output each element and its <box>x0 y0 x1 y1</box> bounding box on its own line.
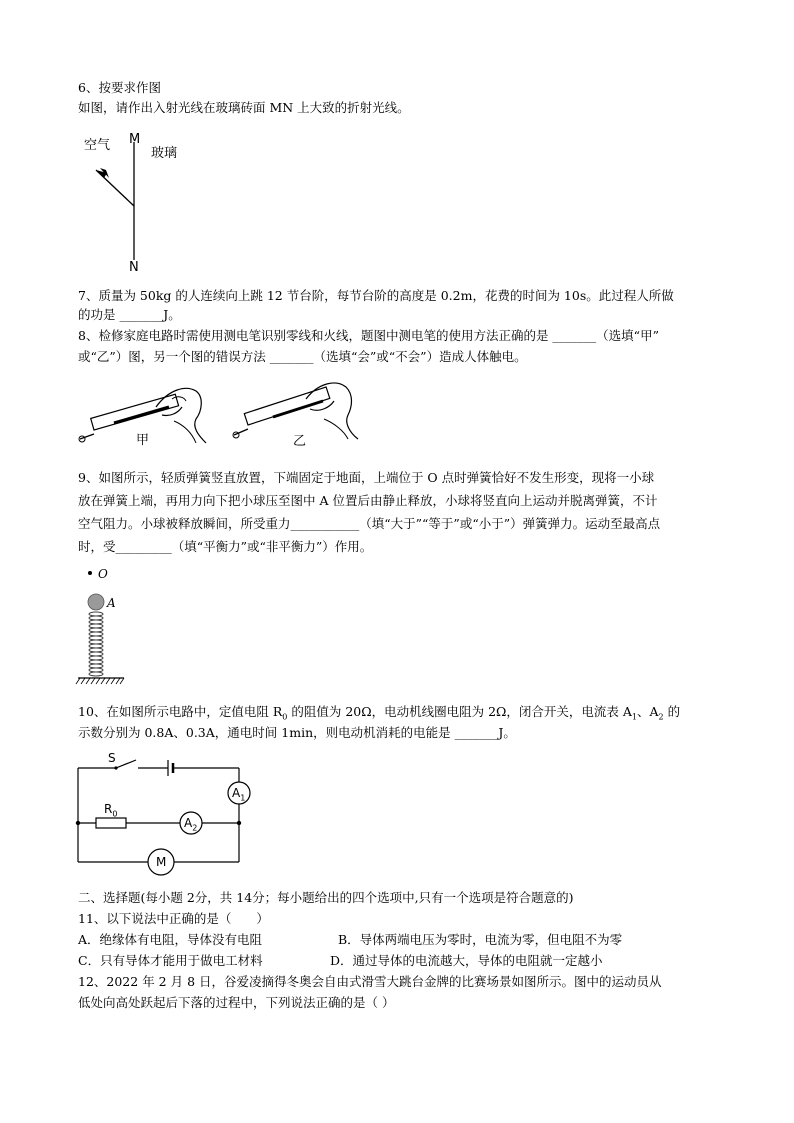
point-o-dot <box>88 571 92 575</box>
label-m: M <box>129 132 141 147</box>
label-a1: $A_1$ <box>232 786 246 803</box>
section2-heading: 二、选择题(每小题 2分，共 14分；每小题给出的四个选项中,只有一个选项是符合题意的) <box>78 890 574 905</box>
q11-option-d: D．通过导体的电流越大，导体的电阻就一定越小 <box>330 953 603 968</box>
q9-line3: 空气阻力。小球被释放瞬间，所受重力___________（填“大于”“等于”或“小于”）弹簧弹力。运动至最高点 <box>78 516 661 531</box>
label-a: A <box>107 596 116 610</box>
junction-right <box>237 821 241 825</box>
label-glass: 玻璃 <box>151 146 178 161</box>
ball <box>88 594 104 610</box>
spring-coils <box>89 612 103 676</box>
label-o: O <box>98 567 108 581</box>
switch-blade <box>116 760 136 768</box>
q6-heading: 6、按要求作图 <box>78 80 161 95</box>
q11-option-c: C．只有导体才能用于做电工材料 <box>78 953 263 968</box>
q10-line2: 示数分别为 0.8A、0.3A，通电时间 1min，则电动机消耗的电能是 _______J。 <box>78 725 516 740</box>
q11-option-a: A．绝缘体有电阻，导体没有电阻 <box>78 932 263 947</box>
label-jia: 甲 <box>136 433 150 448</box>
junction-left <box>76 821 80 825</box>
q7-line1: 7、质量为 50kg 的人连续向上跳 12 节台阶，每节台阶的高度是 0.2m，花费的时间为 10s。此过程人所做 <box>78 288 674 303</box>
q9-line2: 放在弹簧上端，再用力向下把小球压至图中 A 位置后由静止释放，小球将竖直向上运动并脱离弹簧，不计 <box>78 493 658 508</box>
q10-line1: 10、在如图所示电路中，定值电阻 $R_0$ 的阻值为 20Ω，电动机线圈电阻为 2Ω，闭合开关，电流表 $A_1$、$A_2$ 的 <box>78 704 681 722</box>
q7-line2: 的功是 _______J。 <box>78 307 181 322</box>
q8-line2: 或“乙”）图，另一个图的错误方法 _______（选填“会”或“不会”）造成人体触电。 <box>78 349 527 364</box>
q11-option-b: B．导体两端电压为零时，电流为零，但电阻不为零 <box>338 932 623 947</box>
q12-line2: 低处向高处跃起后下落的过程中，下列说法正确的是（ ） <box>78 995 395 1010</box>
label-yi: 乙 <box>293 434 307 449</box>
q8-line1: 8、检修家庭电路时需使用测电笔识别零线和火线，题图中测电笔的使用方法正确的是 _______（选填“甲” <box>78 328 659 343</box>
q9-line1: 9、如图所示，轻质弹簧竖直放置，下端固定于地面，上端位于 O 点时弹簧恰好不发生形变，现将一小球 <box>78 470 655 485</box>
label-n: N <box>129 260 139 275</box>
q11-stem: 11、以下说法中正确的是（ ） <box>78 911 269 926</box>
label-a2: $A_2$ <box>184 816 198 833</box>
label-m-motor: M <box>156 855 167 869</box>
label-air: 空气 <box>84 138 111 153</box>
q6-text: 如图，请作出入射光线在玻璃砖面 MN 上大致的折射光线。 <box>78 100 410 115</box>
label-r0: $R_0$ <box>104 802 118 819</box>
label-s: S <box>108 751 116 765</box>
q12-line1: 12、2022 年 2 月 8 日，谷爱凌摘得冬奥会自由式滑雪大跳台金牌的比赛场景如图所示。图中的运动员从 <box>78 974 662 989</box>
ground-hatch <box>76 678 124 684</box>
q9-line4: 时，受_________（填“平衡力”或“非平衡力”）作用。 <box>78 539 373 554</box>
